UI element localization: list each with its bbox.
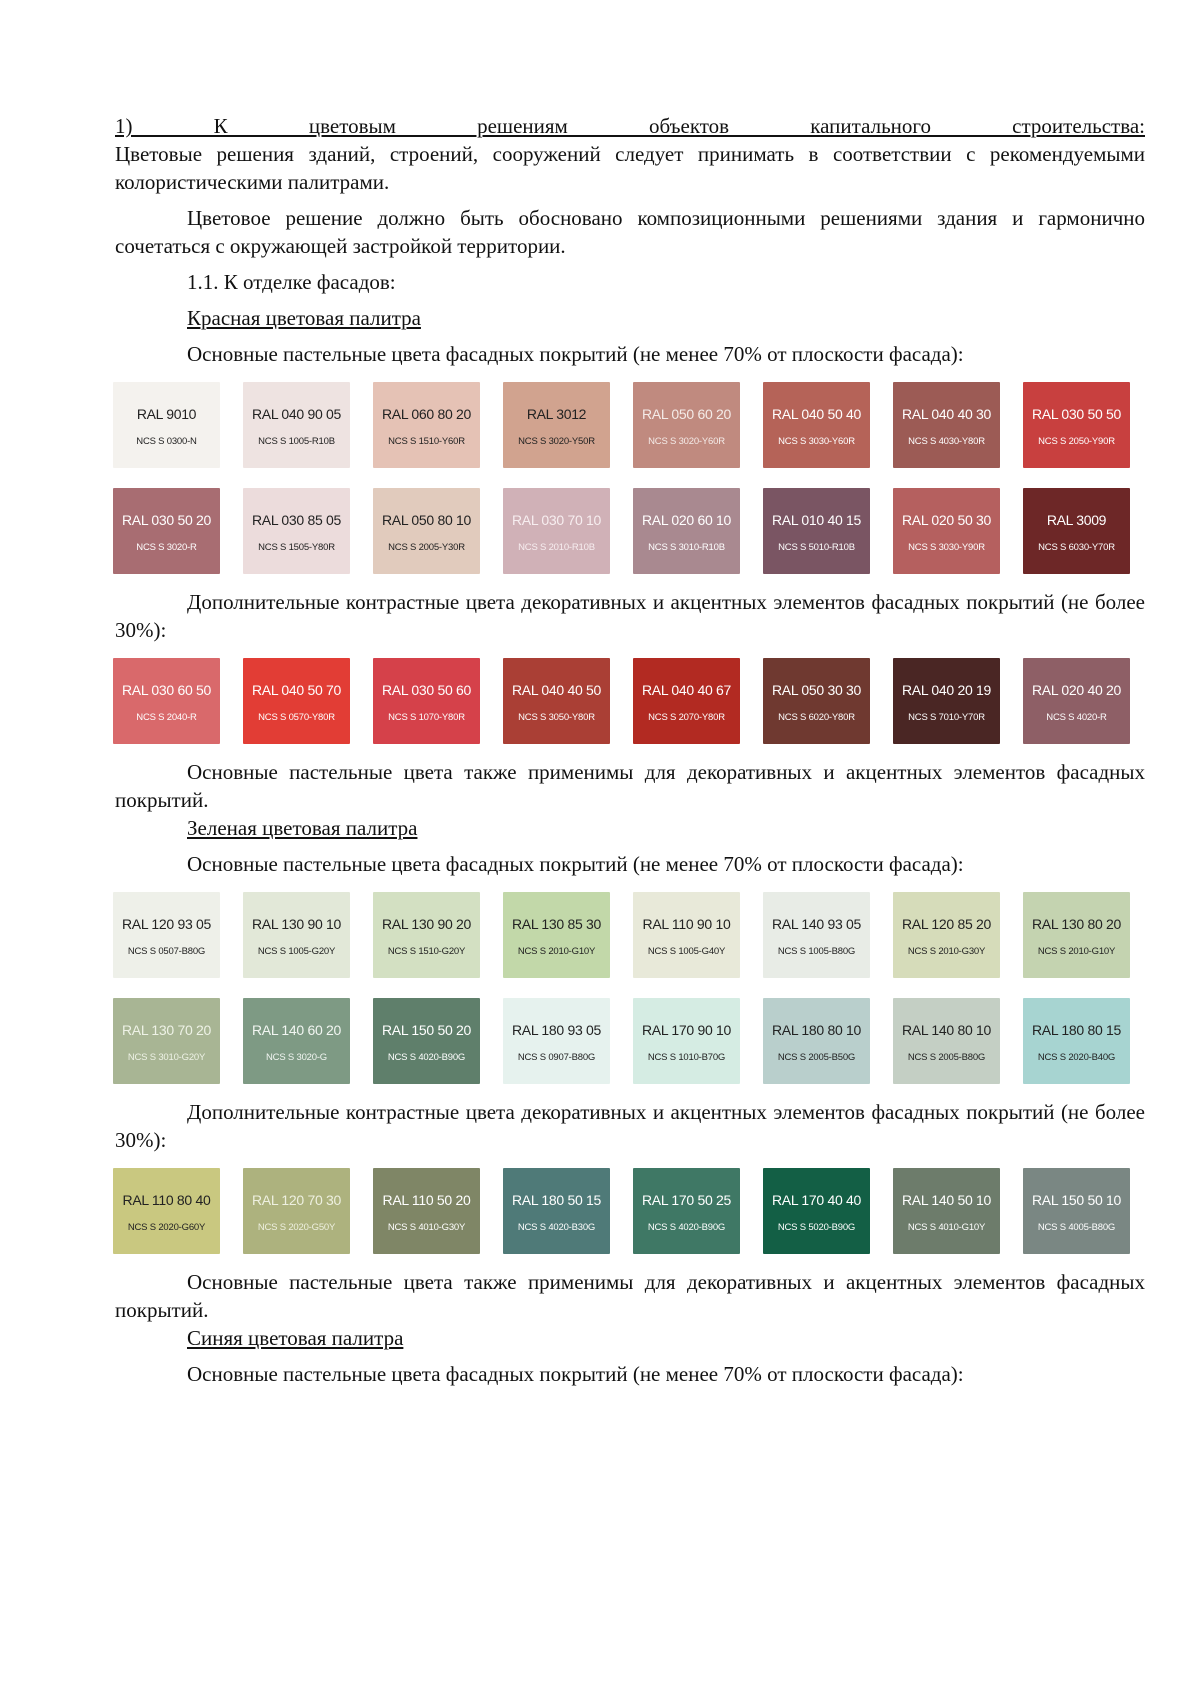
swatch-ncs-code: NCS S 1510-G20Y (387, 945, 466, 957)
swatch-ral-code: RAL 020 40 20 (1032, 681, 1121, 698)
color-swatch (113, 488, 220, 574)
swatch-ral-code: RAL 130 80 20 (1032, 915, 1121, 932)
subsection-heading: 1.1. К отделке фасадов: (187, 270, 396, 294)
color-swatch (503, 382, 610, 468)
swatch-ncs-code: NCS S 2020-G50Y (257, 1221, 336, 1233)
swatch-ncs-code: NCS S 4010-G30Y (387, 1221, 466, 1233)
color-swatch (113, 998, 220, 1084)
swatch-ncs-code: NCS S 4005-B80G (1037, 1221, 1116, 1233)
color-swatch (373, 892, 480, 978)
color-swatch (373, 382, 480, 468)
swatch-ncs-code: NCS S 1505-Y80R (258, 541, 335, 553)
swatch-ral-code: RAL 110 50 20 (382, 1191, 471, 1208)
swatch-ncs-code: NCS S 0570-Y80R (258, 711, 335, 723)
color-swatch (633, 892, 740, 978)
main-colors-label-green: Основные пастельные цвета фасадных покрытий (не менее 70% от плоскости фасада): (187, 852, 964, 876)
swatch-ncs-code: NCS S 1005-G20Y (257, 945, 336, 957)
swatch-ncs-code: NCS S 3050-Y80R (518, 711, 595, 723)
color-swatch (763, 382, 870, 468)
color-swatch (893, 658, 1000, 744)
swatch-ral-code: RAL 020 60 10 (642, 511, 731, 528)
swatch-ncs-code: NCS S 3020-Y50R (518, 435, 595, 447)
swatch-ncs-code: NCS S 5020-B90G (777, 1221, 856, 1233)
color-swatch (633, 998, 740, 1084)
swatch-ncs-code: NCS S 2005-B80G (907, 1051, 986, 1063)
color-swatch (893, 382, 1000, 468)
swatch-ncs-code: NCS S 3010-G20Y (127, 1051, 206, 1063)
swatch-ncs-code: NCS S 0907-B80G (517, 1051, 596, 1063)
swatch-ral-code: RAL 050 60 20 (642, 405, 731, 422)
color-swatch (1023, 892, 1130, 978)
swatch-ncs-code: NCS S 3020-G (266, 1051, 327, 1063)
swatch-ncs-code: NCS S 4020-R (1046, 711, 1107, 723)
swatch-grid-red-accent (113, 658, 1145, 744)
swatch-ncs-code: NCS S 1010-B70G (647, 1051, 726, 1063)
color-swatch (243, 998, 350, 1084)
color-swatch (1023, 488, 1130, 574)
swatch-ral-code: RAL 020 50 30 (902, 511, 991, 528)
swatch-ncs-code: NCS S 2005-B50G (777, 1051, 856, 1063)
swatch-ncs-code: NCS S 2020-G60Y (127, 1221, 206, 1233)
accent-colors-label-green: Дополнительные контрастные цвета декоративных и акцентных элементов фасадных покрытий (не более 30%): (115, 1100, 1145, 1152)
swatch-ral-code: RAL 180 80 10 (772, 1021, 861, 1038)
swatch-ral-code: RAL 040 40 30 (902, 405, 991, 422)
swatch-ncs-code: NCS S 1005-R10B (258, 435, 335, 447)
swatch-ncs-code: NCS S 1005-B80G (777, 945, 856, 957)
swatch-ral-code: RAL 060 80 20 (382, 405, 471, 422)
swatch-ncs-code: NCS S 0300-N (136, 435, 197, 447)
swatch-ncs-code: NCS S 2070-Y80R (648, 711, 725, 723)
color-swatch (1023, 998, 1130, 1084)
swatch-ral-code: RAL 050 30 30 (772, 681, 861, 698)
swatch-ral-code: RAL 030 50 20 (122, 511, 211, 528)
swatch-ral-code: RAL 040 50 40 (772, 405, 861, 422)
color-swatch (373, 1168, 480, 1254)
swatch-ral-code: RAL 180 93 05 (512, 1021, 601, 1038)
swatch-grid-green-accent (113, 1168, 1145, 1254)
section-heading: 1) К цветовым решениям объектов капитального строительства: (115, 114, 1145, 138)
color-swatch (633, 382, 740, 468)
swatch-ncs-code: NCS S 2040-R (136, 711, 197, 723)
swatch-ral-code: RAL 130 85 30 (512, 915, 601, 932)
intro-paragraph: Цветовые решения зданий, строений, сооружений следует принимать в соответствии с рекомендуемыми колористическими палитрами. (115, 142, 1145, 194)
palette-note-red: Основные пастельные цвета также применимы для декоративных и акцентных элементов фасадных покрытий. (115, 760, 1145, 812)
swatch-ncs-code: NCS S 1070-Y80R (388, 711, 465, 723)
color-swatch (893, 1168, 1000, 1254)
color-swatch (243, 1168, 350, 1254)
swatch-ral-code: RAL 3012 (526, 405, 587, 422)
swatch-ral-code: RAL 140 60 20 (252, 1021, 341, 1038)
swatch-ral-code: RAL 050 80 10 (382, 511, 471, 528)
swatch-ral-code: RAL 030 70 10 (512, 511, 601, 528)
swatch-ral-code: RAL 3009 (1046, 511, 1107, 528)
swatch-ral-code: RAL 030 50 60 (382, 681, 471, 698)
swatch-grid-green-main (113, 892, 1145, 1084)
main-colors-label-blue: Основные пастельные цвета фасадных покрытий (не менее 70% от плоскости фасада): (187, 1362, 964, 1386)
swatch-ral-code: RAL 040 40 67 (642, 681, 731, 698)
swatch-ncs-code: NCS S 4020-B90G (387, 1051, 466, 1063)
swatch-ncs-code: NCS S 3020-Y60R (648, 435, 725, 447)
swatch-ral-code: RAL 9010 (136, 405, 197, 422)
swatch-ral-code: RAL 030 60 50 (122, 681, 211, 698)
color-swatch (113, 1168, 220, 1254)
swatch-ncs-code: NCS S 2010-G10Y (1037, 945, 1116, 957)
color-swatch (503, 1168, 610, 1254)
swatch-ral-code: RAL 030 85 05 (252, 511, 341, 528)
color-swatch (1023, 658, 1130, 744)
swatch-ncs-code: NCS S 2005-Y30R (388, 541, 465, 553)
swatch-ral-code: RAL 140 93 05 (772, 915, 861, 932)
document-page (115, 112, 1145, 1388)
swatch-ncs-code: NCS S 4010-G10Y (907, 1221, 986, 1233)
color-swatch (113, 382, 220, 468)
color-swatch (633, 658, 740, 744)
color-swatch (113, 658, 220, 744)
color-swatch (893, 488, 1000, 574)
color-swatch (1023, 1168, 1130, 1254)
swatch-ral-code: RAL 170 40 40 (772, 1191, 861, 1208)
swatch-ncs-code: NCS S 4020-B90G (647, 1221, 726, 1233)
color-swatch (763, 998, 870, 1084)
swatch-ral-code: RAL 040 50 70 (252, 681, 341, 698)
swatch-ncs-code: NCS S 6020-Y80R (778, 711, 855, 723)
swatch-ral-code: RAL 130 90 10 (252, 915, 341, 932)
palette-note-green: Основные пастельные цвета также применимы для декоративных и акцентных элементов фасадных покрытий. (115, 1270, 1145, 1322)
swatch-ral-code: RAL 040 40 50 (512, 681, 601, 698)
color-swatch (243, 382, 350, 468)
color-swatch (373, 998, 480, 1084)
swatch-ncs-code: NCS S 3010-R10B (648, 541, 725, 553)
color-swatch (503, 488, 610, 574)
color-swatch (503, 998, 610, 1084)
swatch-ncs-code: NCS S 1510-Y60R (388, 435, 465, 447)
color-swatch (763, 1168, 870, 1254)
palette-title-green: Зеленая цветовая палитра (187, 816, 418, 840)
main-colors-label-red: Основные пастельные цвета фасадных покрытий (не менее 70% от плоскости фасада): (187, 342, 964, 366)
swatch-ncs-code: NCS S 4030-Y80R (908, 435, 985, 447)
swatch-ncs-code: NCS S 3030-Y60R (778, 435, 855, 447)
swatch-ncs-code: NCS S 3020-R (136, 541, 197, 553)
swatch-ral-code: RAL 170 50 25 (642, 1191, 731, 1208)
swatch-ncs-code: NCS S 2010-R10B (518, 541, 595, 553)
swatch-ral-code: RAL 140 80 10 (902, 1021, 991, 1038)
swatch-ncs-code: NCS S 7010-Y70R (908, 711, 985, 723)
swatch-ral-code: RAL 120 85 20 (902, 915, 991, 932)
swatch-ral-code: RAL 180 50 15 (512, 1191, 601, 1208)
swatch-ncs-code: NCS S 5010-R10B (778, 541, 855, 553)
swatch-ncs-code: NCS S 2010-G30Y (907, 945, 986, 957)
swatch-ral-code: RAL 040 90 05 (252, 405, 341, 422)
swatch-ncs-code: NCS S 2050-Y90R (1038, 435, 1115, 447)
color-swatch (633, 488, 740, 574)
color-swatch (893, 998, 1000, 1084)
swatch-ncs-code: NCS S 6030-Y70R (1038, 541, 1115, 553)
swatch-ncs-code: NCS S 1005-G40Y (647, 945, 726, 957)
swatch-ral-code: RAL 110 90 10 (642, 915, 731, 932)
swatch-ral-code: RAL 170 90 10 (642, 1021, 731, 1038)
swatch-ral-code: RAL 150 50 20 (382, 1021, 471, 1038)
color-swatch (763, 892, 870, 978)
swatch-ncs-code: NCS S 4020-B30G (517, 1221, 596, 1233)
color-swatch (243, 658, 350, 744)
swatch-ral-code: RAL 010 40 15 (772, 511, 861, 528)
swatch-ral-code: RAL 140 50 10 (902, 1191, 991, 1208)
color-swatch (633, 1168, 740, 1254)
swatch-ral-code: RAL 120 93 05 (122, 915, 211, 932)
swatch-ncs-code: NCS S 3030-Y90R (908, 541, 985, 553)
accent-colors-label-red: Дополнительные контрастные цвета декоративных и акцентных элементов фасадных покрытий (не более 30%): (115, 590, 1145, 642)
swatch-grid-red-main (113, 382, 1145, 574)
swatch-ral-code: RAL 120 70 30 (252, 1191, 341, 1208)
color-swatch (763, 488, 870, 574)
color-swatch (373, 488, 480, 574)
color-swatch (243, 892, 350, 978)
color-swatch (1023, 382, 1130, 468)
swatch-ral-code: RAL 040 20 19 (902, 681, 991, 698)
swatch-ral-code: RAL 180 80 15 (1032, 1021, 1121, 1038)
palette-title-red: Красная цветовая палитра (187, 306, 421, 330)
palette-title-blue: Синяя цветовая палитра (187, 1326, 404, 1350)
swatch-ral-code: RAL 030 50 50 (1032, 405, 1121, 422)
swatch-ncs-code: NCS S 0507-B80G (127, 945, 206, 957)
swatch-ral-code: RAL 130 90 20 (382, 915, 471, 932)
swatch-ral-code: RAL 110 80 40 (122, 1191, 211, 1208)
swatch-ral-code: RAL 150 50 10 (1032, 1191, 1121, 1208)
color-swatch (763, 658, 870, 744)
color-swatch (373, 658, 480, 744)
swatch-ncs-code: NCS S 2010-G10Y (517, 945, 596, 957)
intro-paragraph-2: Цветовое решение должно быть обосновано композиционными решениями здания и гармонично сочетаться с окружающей застройкой территории. (115, 206, 1145, 258)
swatch-ncs-code: NCS S 2020-B40G (1037, 1051, 1116, 1063)
color-swatch (113, 892, 220, 978)
color-swatch (893, 892, 1000, 978)
color-swatch (503, 658, 610, 744)
color-swatch (243, 488, 350, 574)
color-swatch (503, 892, 610, 978)
swatch-ral-code: RAL 130 70 20 (122, 1021, 211, 1038)
